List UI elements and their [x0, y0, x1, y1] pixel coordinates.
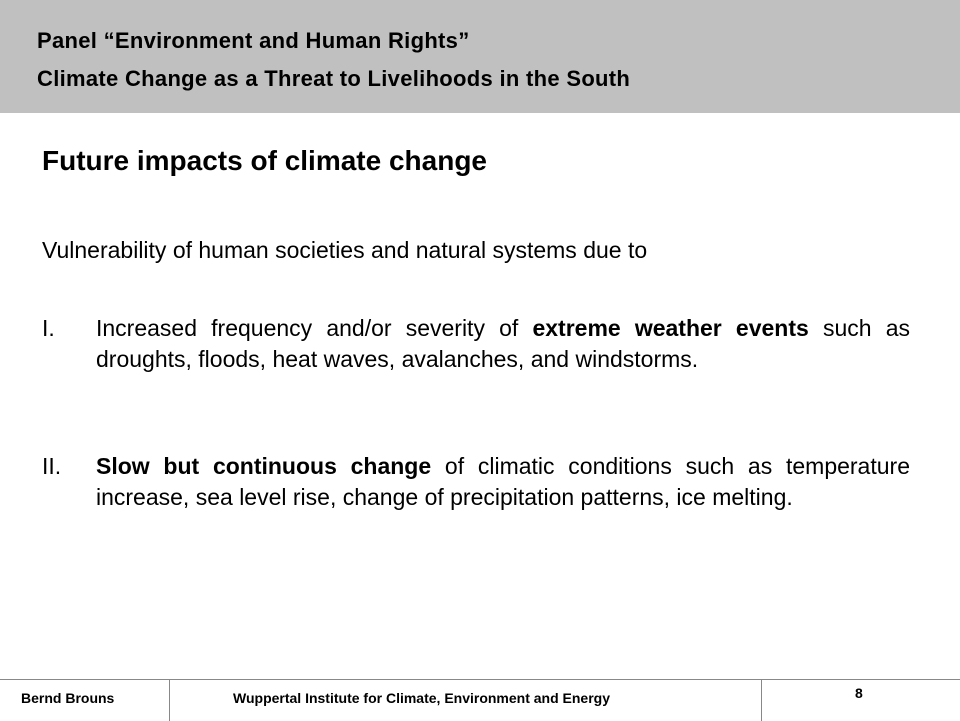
footer-divider: [169, 680, 170, 721]
list-item-text: such as droughts, floods, heat waves, avalanches, and windstorms.: [96, 315, 910, 372]
list-item: [42, 313, 910, 375]
panel-subtitle: Climate Change as a Threat to Livelihoods in the South: [37, 66, 631, 91]
footer-author: Bernd Brouns: [21, 690, 115, 706]
header-band: [0, 0, 960, 113]
list-item-body: [96, 313, 910, 375]
panel-title: Panel “Environment and Human Rights”: [37, 28, 470, 53]
list-item-numeral: II.: [42, 453, 62, 479]
list-item-text: Increased frequency and/or severity of: [96, 315, 533, 341]
intro-text: Vulnerability of human societies and natural systems due to: [42, 237, 648, 263]
list-item: [42, 451, 910, 513]
list-item-body: [96, 451, 910, 513]
footer: [0, 679, 960, 721]
footer-organization: Wuppertal Institute for Climate, Environment and Energy: [233, 690, 611, 706]
page-number: 8: [855, 685, 863, 701]
list-item-text: of climatic conditions such as temperature increase, sea level rise, change of precipitation patterns, ice melting.: [96, 453, 910, 510]
list-item-emphasis: extreme weather events: [532, 315, 809, 341]
slide-title: Future impacts of climate change: [42, 145, 487, 176]
list-item-emphasis: Slow but continuous change: [96, 453, 432, 479]
footer-divider: [761, 680, 762, 721]
list-item-numeral: I.: [42, 315, 55, 341]
